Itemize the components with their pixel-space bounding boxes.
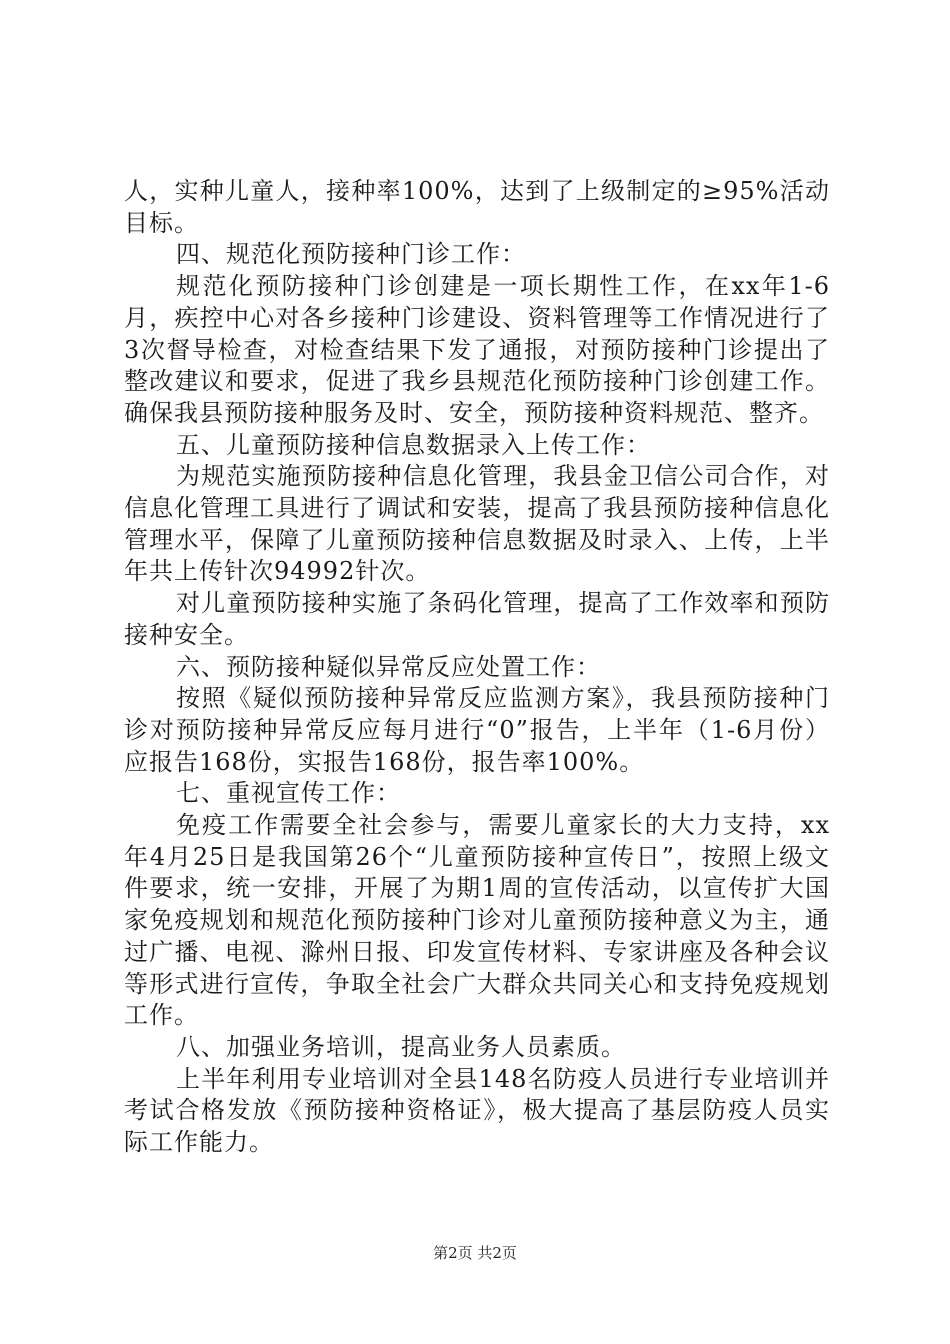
section-heading-8: 八、加强业务培训，提高业务人员素质。: [176, 1032, 626, 1061]
section-heading-4: 四、规范化预防接种门诊工作：: [176, 240, 526, 269]
paragraph-training: 上半年利用专业培训对全县148名防疫人员进行专业培训并考试合格发放《预防接种资格证》，极大提高了基层防疫人员实际工作能力。: [124, 1064, 830, 1157]
paragraph-continuation: 人，实种儿童人，接种率100%，达到了上级制定的≥95%活动目标。: [124, 177, 830, 237]
page-footer: 第2页 共2页: [433, 1244, 517, 1262]
section-heading-7: 七、重视宣传工作：: [176, 779, 401, 808]
paragraph-clinic-standardization: 规范化预防接种门诊创建是一项长期性工作，在xx年1-6月，疾控中心对各乡接种门诊建设、资料管理等工作情况进行了3次督导检查，对检查结果下发了通报，对预防接种门诊提出了整改建议和要求，促进了我乡县规范化预防接种门诊创建工作。确保我县预防接种服务及时、安全，预防接种资料规范、整齐。: [124, 272, 830, 427]
paragraph-publicity: 免疫工作需要全社会参与，需要儿童家长的大力支持，xx年4月25日是我国第26个“儿童预防接种宣传日”，按照上级文件要求，统一安排，开展了为期1周的宣传活动，以宣传扩大国家免疫规划和规范化预防接种门诊对儿童预防接种意义为主，通过广播、电视、滁州日报、印发宣传材料、专家讲座及各种会议等形式进行宣传，争取全社会广大群众共同关心和支持免疫规划工作。: [124, 811, 830, 1030]
document-body: [124, 176, 830, 1159]
section-heading-5: 五、儿童预防接种信息数据录入上传工作：: [176, 430, 651, 459]
paragraph-adverse-reaction: 按照《疑似预防接种异常反应监测方案》，我县预防接种门诊对预防接种异常反应每月进行“0”报告，上半年（1-6月份）应报告168份，实报告168份，报告率100%。: [124, 684, 830, 776]
paragraph-barcode-management: 对儿童预防接种实施了条码化管理，提高了工作效率和预防接种安全。: [124, 589, 830, 649]
paragraph-info-management: 为规范实施预防接种信息化管理，我县金卫信公司合作，对信息化管理工具进行了调试和安装，提高了我县预防接种信息化管理水平，保障了儿童预防接种信息数据及时录入、上传，上半年共上传针次94992针次。: [124, 462, 830, 586]
section-heading-6: 六、预防接种疑似异常反应处置工作：: [176, 652, 601, 681]
